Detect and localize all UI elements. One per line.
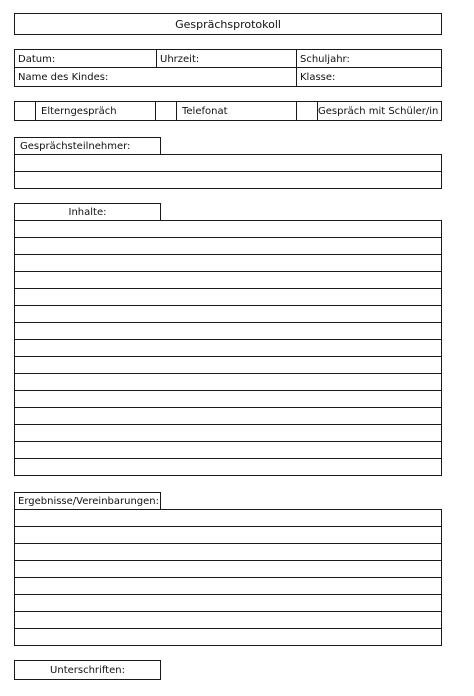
- option-elterngespraech: [35, 101, 156, 121]
- checkbox-elterngespraech[interactable]: [14, 101, 36, 121]
- ergebnisse-heading: Ergebnisse/Vereinbarungen:: [18, 495, 160, 507]
- form-title-box: [14, 13, 442, 35]
- info-grid: [14, 49, 442, 87]
- gespraech-schueler-label: Gespräch mit Schüler/in: [318, 105, 439, 117]
- writing-line: [15, 373, 441, 374]
- writing-line: [15, 254, 441, 255]
- teilnehmer-heading: Gesprächsteilnehmer:: [20, 140, 131, 152]
- writing-line: [15, 441, 441, 442]
- writing-line: [15, 305, 441, 306]
- writing-line: [15, 424, 441, 425]
- section-ergebnisse-tab: [14, 492, 161, 510]
- writing-line: [15, 560, 441, 561]
- datum-label: Datum:: [18, 54, 56, 65]
- option-gespraech-schueler: [317, 101, 442, 121]
- info-grid-col-2: [296, 50, 297, 86]
- teilnehmer-lines[interactable]: [14, 154, 442, 189]
- writing-line: [15, 526, 441, 527]
- elterngespraech-label: Elterngespräch: [41, 105, 117, 117]
- section-inhalte-tab: [14, 203, 161, 221]
- telefonat-label: Telefonat: [182, 105, 228, 117]
- info-grid-divider: [15, 67, 441, 68]
- writing-line: [15, 577, 441, 578]
- writing-line: [15, 458, 441, 459]
- klasse-label: Klasse:: [300, 72, 336, 83]
- form-title: Gesprächsprotokoll: [175, 17, 281, 31]
- schuljahr-label: Schuljahr:: [300, 54, 350, 65]
- name-des-kindes-label: Name des Kindes:: [18, 72, 109, 83]
- unterschriften-heading: Unterschriften:: [50, 664, 125, 676]
- checkbox-telefonat[interactable]: [155, 101, 177, 121]
- section-unterschriften-tab: [14, 660, 161, 680]
- writing-line: [15, 628, 441, 629]
- writing-line: [15, 288, 441, 289]
- writing-line: [15, 271, 441, 272]
- writing-line: [15, 594, 441, 595]
- ergebnisse-lines[interactable]: [14, 509, 442, 646]
- inhalte-lines[interactable]: [14, 220, 442, 476]
- info-grid-col-1: [156, 50, 157, 67]
- writing-line: [15, 356, 441, 357]
- writing-line: [15, 171, 441, 172]
- writing-line: [15, 339, 441, 340]
- checkbox-gespraech-schueler[interactable]: [296, 101, 318, 121]
- writing-line: [15, 543, 441, 544]
- writing-line: [15, 611, 441, 612]
- section-teilnehmer-tab: [14, 137, 161, 155]
- uhrzeit-label: Uhrzeit:: [160, 54, 200, 65]
- writing-line: [15, 390, 441, 391]
- writing-line: [15, 322, 441, 323]
- writing-line: [15, 407, 441, 408]
- writing-line: [15, 237, 441, 238]
- inhalte-heading: Inhalte:: [68, 206, 107, 218]
- option-telefonat: [176, 101, 297, 121]
